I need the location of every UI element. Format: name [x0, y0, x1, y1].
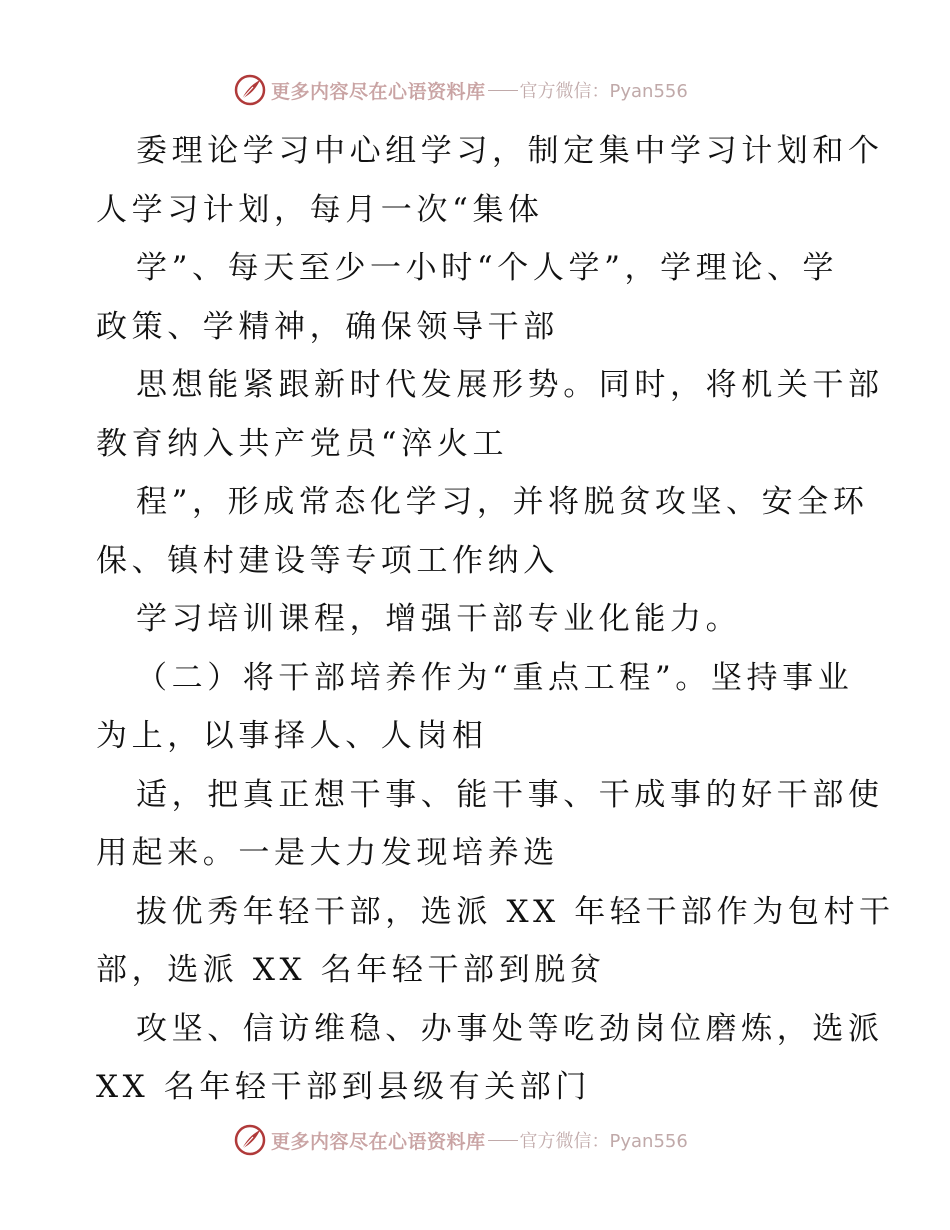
text-line: 拔优秀年轻干部，选派 XX 年轻干部作为包村干: [136, 893, 895, 930]
text-line: 程”，形成常态化学习，并将脱贫攻坚、安全环: [136, 484, 869, 520]
text-line: 学”、每天至少一小时“个人学”，学理论、学: [136, 250, 839, 286]
text-line: 思想能紧跟新时代发展形势。同时，将机关干部: [136, 367, 884, 403]
feather-quill-logo-icon: [233, 1123, 267, 1157]
header-watermark: [233, 72, 753, 108]
text-line: 教育纳入共产党员“淬火工: [96, 425, 509, 462]
text-line: XX 名年轻干部到县级有关部门: [96, 1069, 591, 1105]
section-heading-line: （二）将干部培养作为“重点工程”。坚持事业: [136, 659, 854, 696]
watermark-divider: [488, 90, 518, 91]
text-line: 政策、学精神，确保领导干部: [96, 308, 559, 345]
watermark-contact-text: 官方微信：Pyan556: [519, 1131, 688, 1152]
text-line: 部，选派 XX 名年轻干部到脱贫: [96, 952, 606, 988]
watermark-main-text: 更多内容尽在心语资料库: [271, 1130, 486, 1153]
text-line: 攻坚、信访维稳、办事处等吃劲岗位磨炼，选派: [136, 1010, 884, 1047]
text-line: 适，把真正想干事、能干事、干成事的好干部使: [136, 776, 884, 813]
watermark-contact-text: 官方微信：Pyan556: [519, 81, 688, 102]
footer-watermark: [233, 1122, 753, 1158]
text-line: 用起来。一是大力发现培养选: [96, 835, 559, 871]
text-line: 学习培训课程，增强干部专业化能力。: [136, 601, 742, 637]
text-line: 为上，以事择人、人岗相: [96, 718, 488, 754]
text-line: 委理论学习中心组学习，制定集中学习计划和个: [136, 133, 884, 169]
watermark-main-text: 更多内容尽在心语资料库: [271, 80, 486, 103]
text-line: 人学习计划，每月一次“集体: [96, 191, 544, 228]
document-body: [96, 122, 895, 1117]
text-line: 保、镇村建设等专项工作纳入: [96, 542, 559, 579]
feather-quill-logo-icon: [233, 73, 267, 107]
watermark-divider: [488, 1140, 518, 1141]
